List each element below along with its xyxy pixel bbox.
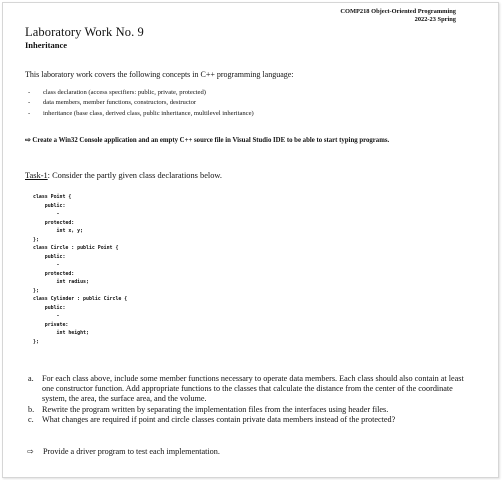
- concept-item: - inheritance (base class, derived class, public inheritance, multilevel inheritance): [25, 109, 254, 119]
- setup-note: [25, 136, 389, 144]
- question-marker: b.: [28, 404, 35, 414]
- task-heading: [25, 171, 222, 180]
- question-text: What changes are required if point and circle classes contain private data members instead of the protected?: [42, 414, 396, 424]
- course-name: COMP218 Object-Oriented Programming: [340, 8, 456, 15]
- course-header: [340, 8, 456, 24]
- concept-list: [25, 88, 254, 119]
- document-page: [2, 2, 499, 478]
- task-text: : Consider the partly given class declarations below.: [47, 171, 223, 180]
- concept-item: - data members, member functions, constructors, destructor: [25, 98, 254, 108]
- course-term: 2022-23 Spring: [414, 16, 456, 23]
- lab-title: Laboratory Work No. 9: [25, 25, 144, 39]
- question-marker: c.: [28, 414, 34, 424]
- code-block: class Point { public: - protected: int x, y; }; class Circle : public Point { public: - protected: int radius; }; class Cylinder : public Circle { public: - private: int height; };: [33, 194, 128, 345]
- task-label: Task-1: [25, 171, 48, 180]
- question-item: [25, 415, 467, 425]
- question-item: [25, 405, 467, 415]
- driver-instruction: [27, 446, 220, 456]
- arrow-icon: ⇨: [25, 137, 31, 144]
- question-marker: a.: [28, 374, 34, 383]
- question-item: [25, 374, 467, 405]
- question-list: [25, 374, 467, 425]
- driver-text: Provide a driver program to test each implementation.: [43, 447, 220, 456]
- lab-subtitle: Inheritance: [25, 40, 68, 50]
- concept-item: - class declaration (access specifiers: public, private, protected): [25, 88, 254, 98]
- setup-note-text: Create a Win32 Console application and an empty C++ source file in Visual Studio IDE to be able to start typing programs.: [32, 137, 390, 144]
- question-text: For each class above, include some member functions necessary to operate data members. Each class should also contain at least one constructor function. Add appropriate functions to the classes that calculate the distance from the center of the coordinate system, the area, the surface area, and the volume.: [42, 374, 464, 404]
- question-text: Rewrite the program written by separating the implementation files from the interfaces using header files.: [42, 404, 389, 414]
- arrow-icon: ⇨: [27, 447, 34, 456]
- intro-text: This laboratory work covers the following concepts in C++ programming language:: [25, 70, 294, 79]
